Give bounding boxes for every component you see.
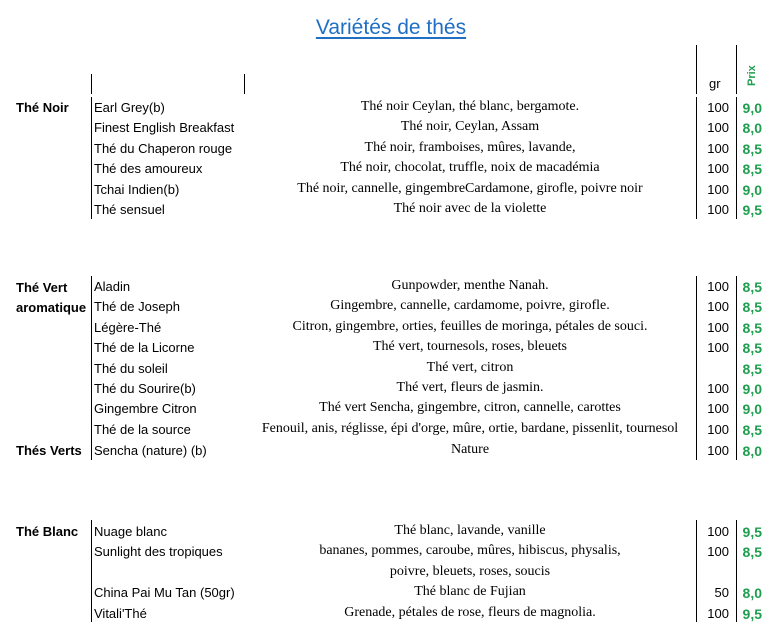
tea-price: 9,5 — [742, 605, 762, 622]
tea-price: 9,5 — [742, 202, 762, 218]
tea-description: Thé blanc, lavande, vanille — [394, 523, 546, 538]
tea-price: 8,5 — [742, 161, 762, 178]
category-label: aromatique — [16, 300, 87, 315]
tea-price: 8,0 — [742, 585, 762, 602]
tea-weight: 100 — [707, 100, 729, 115]
tea-name: Thé sensuel — [94, 202, 165, 217]
tea-weight: 100 — [707, 605, 729, 621]
tea-weight: 100 — [707, 181, 729, 197]
category-label: Thé Noir — [16, 100, 69, 115]
tea-weight: 100 — [707, 161, 729, 177]
tea-weight: 50 — [714, 585, 729, 601]
tea-price: 8,5 — [742, 421, 762, 438]
tea-weight: 100 — [707, 340, 729, 356]
tea-price: 9,0 — [742, 401, 762, 418]
tea-description: poivre, bleuets, roses, soucis — [389, 563, 551, 579]
tea-weight: 100 — [707, 524, 729, 539]
tea-description: Grenade, pétales de rose, fleurs de magnolia. — [344, 604, 596, 620]
table-row — [0, 358, 782, 378]
table-row — [0, 138, 782, 158]
tea-name: Thé de la Licorne — [94, 340, 195, 356]
table-row — [0, 317, 782, 337]
tea-price: 9,0 — [742, 381, 762, 397]
tea-weight: 100 — [707, 120, 729, 136]
tea-description: Nature — [450, 442, 490, 457]
tea-description: Thé noir, cannelle, gingembreCardamone, girofle, poivre noir — [297, 180, 643, 196]
tea-name: Finest English Breakfast — [94, 120, 235, 136]
tea-name: Thé de la source — [94, 421, 191, 437]
tea-price: 9,0 — [742, 181, 762, 198]
tea-weight: 100 — [707, 319, 729, 335]
tea-price: 8,5 — [742, 279, 762, 295]
tea-weight: 100 — [707, 381, 729, 396]
tea-name: Thé des amoureux — [94, 161, 203, 177]
tea-name: Thé de Joseph — [94, 299, 181, 315]
tea-name: China Pai Mu Tan (50gr) — [94, 585, 235, 601]
tea-price: 8,5 — [742, 544, 762, 561]
tea-name: Thé du Sourire(b) — [94, 381, 196, 396]
tea-price: 8,5 — [742, 340, 762, 357]
col-divider — [244, 74, 245, 94]
tea-description: Fenouil, anis, réglisse, épi d'orge, mûre, ortie, bardane, pissenlit, tournesol — [261, 420, 679, 436]
tea-description: Thé noir, Ceylan, Assam — [400, 119, 540, 135]
category-label: Thé Vert — [16, 280, 68, 295]
table-row — [0, 521, 782, 541]
tea-weight: 100 — [707, 544, 729, 560]
tea-description: Thé noir avec de la violette — [393, 201, 547, 216]
tea-price: 8,0 — [742, 120, 762, 137]
table-row — [0, 117, 782, 137]
tea-description: Thé noir, chocolat, truffle, noix de macadémia — [340, 160, 600, 176]
tea-name: Légère-Thé — [94, 319, 162, 335]
header-gr: gr — [709, 76, 721, 91]
table-row — [0, 199, 782, 219]
tea-name: Sunlight des tropiques — [94, 544, 223, 560]
tea-name: Sencha (nature) (b) — [94, 443, 207, 458]
tea-price: 8,5 — [742, 140, 762, 157]
category-label: Thés Verts — [16, 443, 82, 458]
tea-description: Gunpowder, menthe Nanah. — [391, 278, 549, 293]
tea-price: 9,5 — [742, 524, 762, 540]
table-row — [0, 603, 782, 623]
tea-price: 8,5 — [742, 360, 762, 377]
category-label: Thé Blanc — [16, 524, 79, 539]
page-title: Variétés de thés — [315, 16, 467, 39]
tea-weight: 100 — [707, 279, 729, 294]
tea-weight: 100 — [707, 421, 729, 437]
tea-name: Vitali'Thé — [94, 605, 147, 621]
header-prix: Prix — [746, 65, 758, 86]
tea-description: Thé vert Sencha, gingembre, citron, cannelle, carottes — [319, 400, 621, 416]
tea-price: 8,0 — [742, 443, 762, 459]
col-divider — [736, 45, 737, 94]
table-row — [0, 378, 782, 398]
tea-description: Gingembre, cannelle, cardamome, poivre, girofle. — [330, 298, 610, 314]
col-divider — [696, 45, 697, 94]
table-row — [0, 179, 782, 199]
tea-description: Citron, gingembre, orties, feuilles de moringa, pétales de souci. — [292, 318, 648, 334]
col-divider — [91, 74, 92, 94]
tea-description: Thé noir Ceylan, thé blanc, bergamote. — [360, 99, 580, 114]
table-row — [0, 158, 782, 178]
tea-name: Aladin — [94, 279, 131, 294]
tea-price: 9,0 — [742, 100, 762, 116]
tea-weight: 100 — [707, 401, 729, 417]
table-row — [0, 296, 782, 316]
table-row — [0, 541, 782, 561]
tea-description: bananes, pommes, caroube, mûres, hibiscus, physalis, — [319, 543, 621, 559]
tea-name: Thé du Chaperon rouge — [94, 140, 233, 156]
table-row — [0, 582, 782, 602]
tea-description: Thé vert, fleurs de jasmin. — [396, 380, 544, 395]
tea-description: Thé vert, citron — [426, 359, 514, 375]
tea-description: Thé noir, framboises, mûres, lavande, — [364, 139, 576, 155]
table-row — [0, 419, 782, 439]
tea-description: Thé blanc de Fujian — [414, 584, 526, 600]
tea-weight: 100 — [707, 202, 729, 217]
tea-name: Thé du soleil — [94, 360, 168, 376]
table-row — [0, 398, 782, 418]
tea-price: 8,5 — [742, 319, 762, 336]
table-row — [0, 97, 782, 117]
tea-weight: 100 — [707, 140, 729, 156]
tea-price: 8,5 — [742, 299, 762, 316]
tea-name: Earl Grey(b) — [94, 100, 165, 115]
table-row — [0, 276, 782, 296]
tea-weight: 100 — [707, 299, 729, 315]
tea-name: Gingembre Citron — [94, 401, 197, 417]
tea-name: Nuage blanc — [94, 524, 167, 539]
tea-name: Tchai Indien(b) — [94, 181, 180, 197]
table-row — [0, 440, 782, 460]
tea-description: Thé vert, tournesols, roses, bleuets — [372, 339, 567, 355]
table-row — [0, 337, 782, 357]
tea-weight: 100 — [707, 443, 729, 458]
table-row — [0, 562, 782, 582]
